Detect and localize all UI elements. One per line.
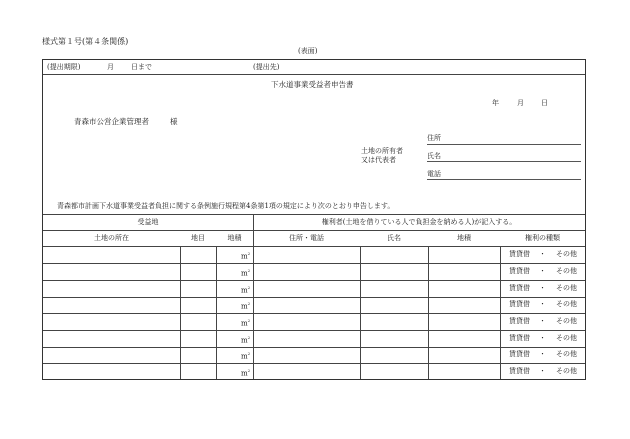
col-divider — [360, 246, 361, 379]
row-line — [43, 313, 585, 314]
date-day: 日 — [541, 99, 548, 107]
area-unit: $m^2$ — [241, 268, 251, 278]
col-header-land-category: 地目 — [191, 234, 205, 242]
owner-name-label: 氏名 — [427, 152, 441, 160]
row-line — [43, 330, 585, 331]
col-header-address-phone: 住所・電話 — [289, 234, 324, 242]
col-divider — [216, 246, 217, 379]
rights-option-separator: ・ — [539, 350, 546, 358]
row-line — [43, 347, 585, 348]
rights-option-other[interactable]: その他 — [556, 350, 577, 358]
area-unit: $m^2$ — [241, 351, 251, 361]
rights-option-lease[interactable]: 賃貸借 — [509, 267, 530, 275]
owner-address-label: 住所 — [427, 134, 441, 142]
table-group-line — [43, 230, 585, 231]
rights-option-separator: ・ — [539, 284, 546, 292]
rights-option-other[interactable]: その他 — [556, 250, 577, 258]
area-unit: $m^2$ — [241, 301, 251, 311]
destination-label: (提出先) — [253, 63, 280, 71]
rights-option-separator: ・ — [539, 267, 546, 275]
area-unit: $m^2$ — [241, 318, 251, 328]
rights-option-other[interactable]: その他 — [556, 367, 577, 375]
addressee-name: 青森市公営企業管理者 — [74, 117, 149, 126]
table-header-line — [43, 246, 585, 247]
rights-option-other[interactable]: その他 — [556, 300, 577, 308]
addressee-honorific: 様 — [170, 117, 178, 126]
date-year: 年 — [492, 99, 499, 107]
owner-address-field[interactable] — [427, 144, 581, 145]
form-frame — [42, 59, 586, 380]
rights-option-lease[interactable]: 賃貸借 — [509, 300, 530, 308]
area-unit: $m^2$ — [241, 335, 251, 345]
rights-option-lease[interactable]: 賃貸借 — [509, 250, 530, 258]
col-header-location: 土地の所在 — [94, 234, 129, 242]
group-rights-header: 権利者(土地を借りている人で負担金を納める人)が記入する。 — [321, 218, 517, 226]
table-top-line — [43, 214, 585, 215]
form-number: 様式第１号(第４条関係) — [42, 37, 129, 46]
col-divider — [428, 246, 429, 379]
rights-option-separator: ・ — [539, 300, 546, 308]
side-label: (表面) — [298, 47, 318, 55]
declaration-text: 青森都市計画下水道事業受益者負担に関する条例施行規程第4条第1項の規定により次のとおり申告します。 — [57, 202, 395, 210]
owner-name-field[interactable] — [427, 161, 581, 162]
owner-phone-field[interactable] — [427, 179, 581, 180]
owner-label-line1: 土地の所有者 — [361, 147, 403, 155]
area-unit: $m^2$ — [241, 368, 251, 378]
row-line — [43, 263, 585, 264]
rights-option-lease[interactable]: 賃貸借 — [509, 367, 530, 375]
col-header-area: 地積 — [227, 234, 242, 242]
col-divider — [180, 246, 181, 379]
col-header-name: 氏名 — [387, 234, 401, 242]
rights-option-other[interactable]: その他 — [556, 317, 577, 325]
deadline-month: 月 — [107, 63, 114, 71]
header-divider — [43, 74, 585, 75]
rights-option-lease[interactable]: 賃貸借 — [509, 317, 530, 325]
row-line — [43, 297, 585, 298]
rights-option-other[interactable]: その他 — [556, 334, 577, 342]
rights-option-separator: ・ — [539, 317, 546, 325]
rights-option-separator: ・ — [539, 334, 546, 342]
deadline-label: (提出期限) — [47, 63, 81, 71]
date-month: 月 — [517, 99, 524, 107]
rights-option-lease[interactable]: 賃貸借 — [509, 284, 530, 292]
row-line — [43, 363, 585, 364]
owner-phone-label: 電話 — [427, 170, 441, 178]
owner-label-line2: 又は代表者 — [361, 156, 396, 164]
area-unit: $m^2$ — [241, 251, 251, 261]
rights-option-separator: ・ — [539, 250, 546, 258]
rights-option-lease[interactable]: 賃貸借 — [509, 334, 530, 342]
rights-option-other[interactable]: その他 — [556, 284, 577, 292]
row-line — [43, 280, 585, 281]
area-unit: $m^2$ — [241, 285, 251, 295]
rights-option-separator: ・ — [539, 367, 546, 375]
col-header-rights-type: 権利の種類 — [525, 234, 560, 242]
document-title: 下水道事業受益者申告書 — [271, 80, 354, 89]
deadline-day: 日まで — [131, 63, 152, 71]
rights-option-other[interactable]: その他 — [556, 267, 577, 275]
col-header-rights-area: 地積 — [457, 234, 471, 242]
col-divider — [500, 246, 501, 379]
group-land-header: 受益地 — [137, 218, 159, 226]
rights-option-lease[interactable]: 賃貸借 — [509, 350, 530, 358]
